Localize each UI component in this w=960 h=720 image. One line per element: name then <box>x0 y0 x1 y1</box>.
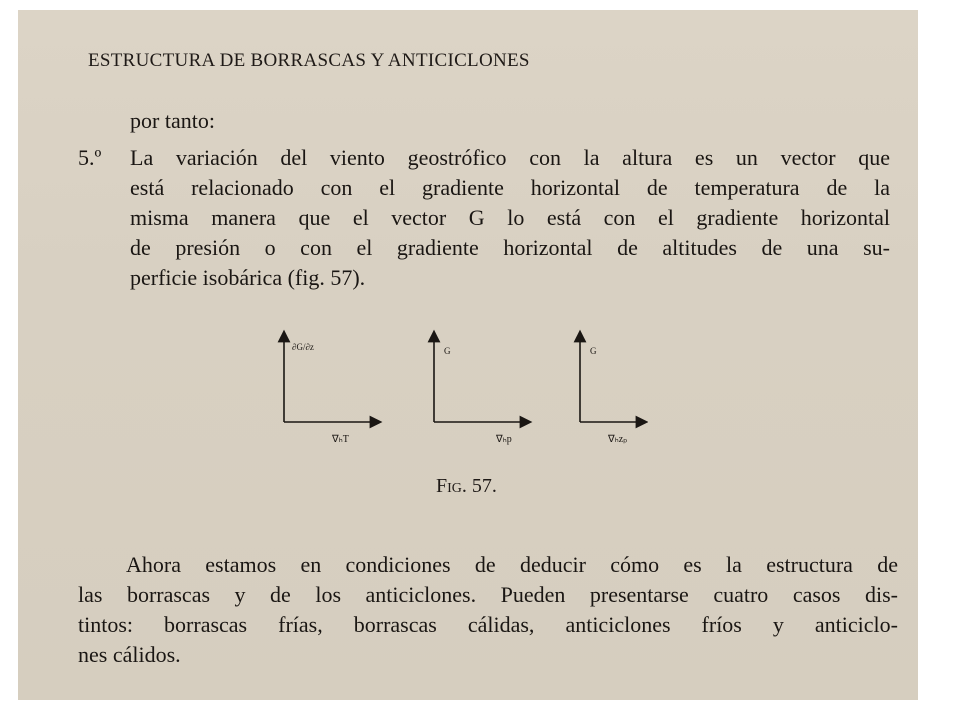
paragraph-line: está relacionado con el gradiente horizontal de temperatura de la <box>130 175 890 200</box>
item-paragraph <box>130 143 890 293</box>
intro-text: por tanto: <box>130 108 215 133</box>
paragraph-line: tintos: borrascas frías, borrascas cálidas, anticiclones fríos y anticiclo- <box>78 612 898 637</box>
x-axis-label: ∇ₕp <box>496 434 512 445</box>
diagram-panel-3 <box>580 336 642 445</box>
diagram-panel-1 <box>284 336 376 445</box>
paragraph-line: misma manera que el vector G lo está con el gradiente horizontal <box>130 205 890 230</box>
paragraph-line: La variación del viento geostrófico con la altura es un vector que <box>130 145 890 170</box>
paragraph-line: nes cálidos. <box>78 642 181 667</box>
y-axis-label: G <box>444 346 451 356</box>
figure-caption-prefix: Fig. <box>436 475 467 497</box>
closing-paragraph <box>78 550 898 670</box>
figure-caption <box>436 475 497 498</box>
paragraph-line: Ahora estamos en condiciones de deducir cómo es la estructura de <box>126 552 898 577</box>
paragraph-line: las borrascas y de los anticiclones. Pueden presentarse cuatro casos dis- <box>78 582 898 607</box>
y-axis-label: G <box>590 346 597 356</box>
vector-diagram-figure <box>268 320 648 460</box>
x-axis-label: ∇ₕT <box>332 434 349 445</box>
figure-caption-number: 57. <box>471 475 497 497</box>
diagram-panel-2 <box>434 336 526 445</box>
paragraph-line: perficie isobárica (fig. 57). <box>130 265 366 290</box>
running-head: ESTRUCTURA DE BORRASCAS Y ANTICICLONES <box>88 50 530 71</box>
y-axis-label: ∂G/∂z <box>292 342 314 352</box>
paragraph-line: de presión o con el gradiente horizontal de altitudes de una su- <box>130 235 890 260</box>
item-number: 5.º <box>78 145 102 170</box>
x-axis-label: ∇ₕzₚ <box>608 434 628 445</box>
book-page <box>18 10 918 700</box>
